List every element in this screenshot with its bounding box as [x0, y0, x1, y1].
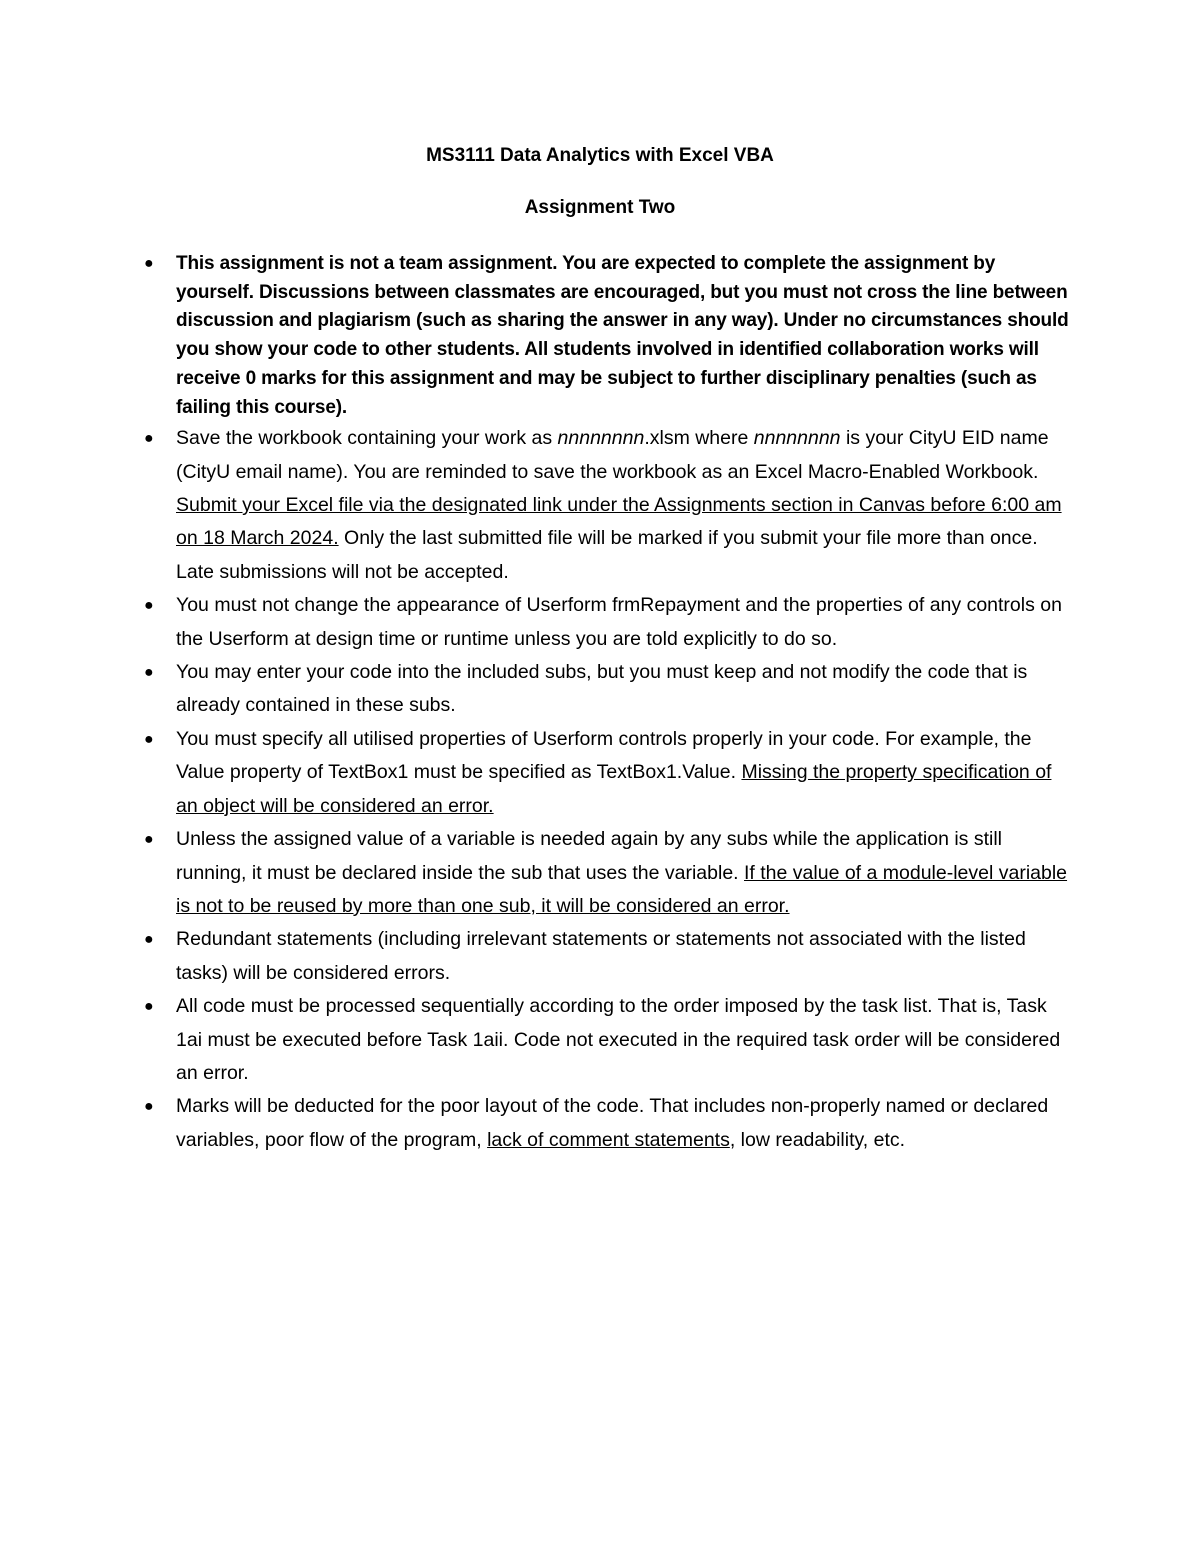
- bullet-icon: ●: [144, 255, 154, 272]
- list-item-text: All code must be processed sequentially according to the order imposed by the task list. That is, Task 1ai must be executed before Task 1aii. Code not executed in the required task order will be considered an error.: [176, 995, 1061, 1084]
- list-item-text: This assignment is not a team assignment. You are expected to complete the assignment by yourself. Discussions between classmates are encouraged, but you must not cross the line between discussion and plagiarism (such as sharing the answer in any way). Under no circumstances should you show your code to other students. All students involved in identified collaboration works will receive 0 marks for this assignment and may be subject to further disciplinary penalties (such as failing this course).: [176, 253, 1069, 418]
- bullet-icon: ●: [144, 430, 154, 448]
- bullet-icon: ●: [144, 730, 154, 748]
- underlined-text: lack of comment statements: [487, 1128, 730, 1151]
- underlined-text: Missing the property specification of an object will be considered an error.: [176, 761, 1052, 817]
- bullet-icon: ●: [144, 931, 154, 949]
- underlined-text: If the value of a module-level variable is not to be reused by more than one sub, it will be considered an error.: [176, 861, 1068, 917]
- bullet-icon: ●: [144, 831, 154, 849]
- italic-placeholder: nnnnnnnn: [753, 427, 841, 450]
- list-item-text: Unless the assigned value of a variable is needed again by any subs while the application is still running, it must be declared inside the sub that uses the variable. If the value of a module-level variable is not to be reused by more than one sub, it will be considered an error.: [176, 828, 1068, 917]
- underlined-text: Submit your Excel file via the designated link under the Assignments section in Canvas before 6:00 am on 18 March 2024.: [176, 494, 1062, 550]
- list-item-text: Marks will be deducted for the poor layout of the code. That includes non-properly named or declared variables, poor flow of the program, lack of comment statements, low readability, etc.: [176, 1095, 1049, 1151]
- list-item-text: Redundant statements (including irrelevant statements or statements not associated with the listed tasks) will be considered errors.: [176, 928, 1026, 984]
- list-item: [142, 656, 1072, 723]
- bullet-icon: ●: [144, 1098, 154, 1116]
- list-item-text: You must specify all utilised properties of Userform controls properly in your code. For example, the Value property of TextBox1 must be specified as TextBox1.Value. Missing the property specification of an object will be considered an error.: [176, 727, 1052, 817]
- list-item: [142, 1090, 1072, 1157]
- bullet-icon: ●: [144, 998, 154, 1016]
- list-item-text: You must not change the appearance of Userform frmRepayment and the properties of any controls on the Userform at design time or runtime unless you are told explicitly to do so.: [176, 594, 1062, 650]
- list-item-text: You may enter your code into the included subs, but you must keep and not modify the code that is already contained in these subs.: [176, 661, 1028, 717]
- document-subtitle: Assignment Two: [524, 197, 676, 218]
- italic-placeholder: nnnnnnnn: [557, 427, 645, 450]
- list-item: [142, 923, 1072, 990]
- bullet-icon: ●: [144, 597, 154, 615]
- bullet-icon: ●: [144, 664, 154, 682]
- list-item: [142, 723, 1072, 823]
- list-item: [142, 823, 1072, 923]
- document-title: MS3111 Data Analytics with Excel VBA: [426, 145, 774, 166]
- rules-list: [142, 250, 1072, 1157]
- list-item: [142, 589, 1072, 656]
- list-item: [142, 990, 1072, 1090]
- list-item-text: Save the workbook containing your work as nnnnnnnn.xlsm where nnnnnnnn is your CityU EID name (CityU email name). You are reminded to save the workbook as an Excel Macro-Enabled Workbook. Submit your Excel file via the designated link under the Assignments section in Canvas before 6:00 am on 18 March 2024. Only the last submitted file will be marked if you submit your file more than once. Late submissions will not be accepted.: [176, 427, 1062, 583]
- list-item: [142, 422, 1072, 589]
- list-item: [142, 250, 1072, 422]
